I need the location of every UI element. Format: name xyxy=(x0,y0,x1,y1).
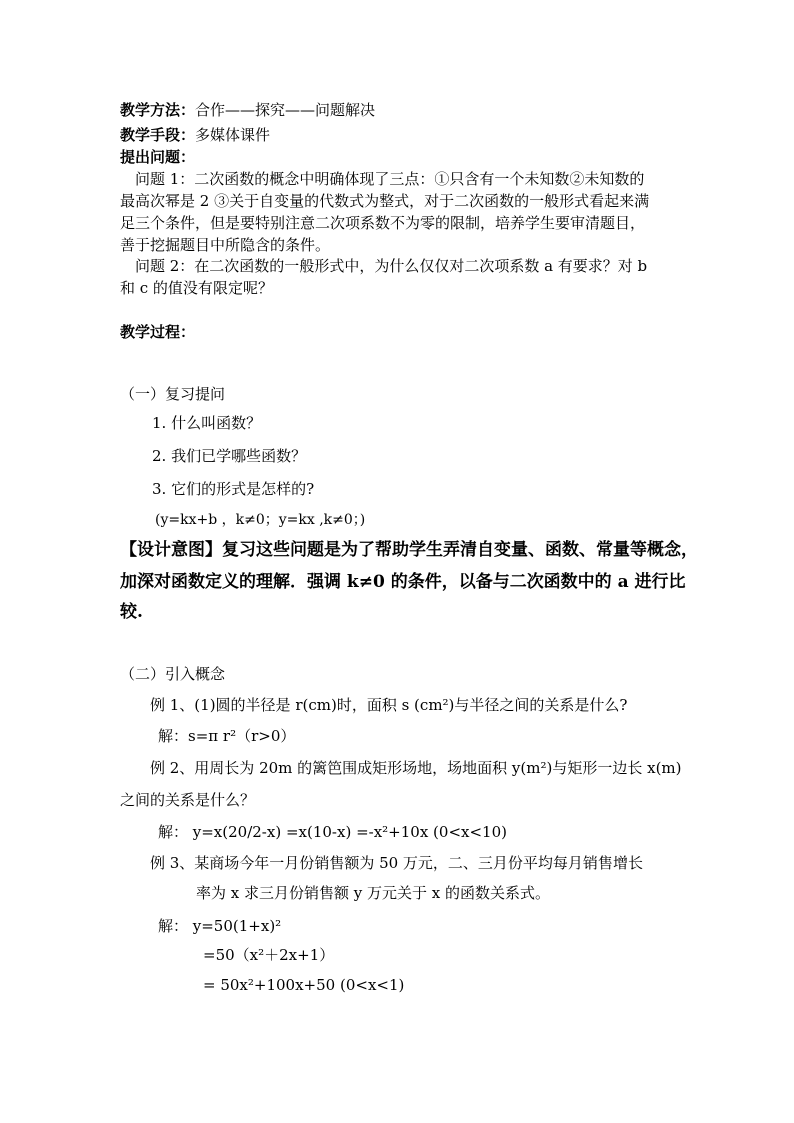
design-intent-line-1: 【设计意图】复习这些问题是为了帮助学生弄清自变量、函数、常量等概念， xyxy=(120,540,698,560)
teaching-tools-label: 教学手段： xyxy=(120,126,196,144)
teaching-method-label: 教学方法： xyxy=(120,101,196,119)
review-answer: (y=kx+b ，k≠0；y=kx ,k≠0；) xyxy=(155,512,366,528)
concept-heading: （二）引入概念 xyxy=(120,665,226,683)
question-2-line-2: 和 c 的值没有限定呢？ xyxy=(120,279,273,297)
question-1-line-2: 最高次幂是 2 ③关于自变量的代数式为整式，对于二次函数的一般形式看起来满 xyxy=(120,192,650,210)
review-heading: （一）复习提问 xyxy=(120,385,226,403)
example-1-question: 例 1、(1)圆的半径是 r(cm)时，面积 s (cm²)与半径之间的关系是什么? xyxy=(150,696,628,714)
teaching-method-line xyxy=(120,100,375,120)
design-intent-line-3: 较. xyxy=(120,602,143,622)
example-3-answer-line-1: 解： y=50(1+x)² xyxy=(158,917,282,935)
teaching-tools-text: 多媒体课件 xyxy=(195,126,271,144)
review-item-3: 3. 它们的形式是怎样的? xyxy=(152,480,315,498)
teaching-tools-line xyxy=(120,125,270,145)
example-2-question-line-1: 例 2、用周长为 20m 的篱笆围成矩形场地，场地面积 y(m²)与矩形一边长 x(m) xyxy=(150,759,682,777)
example-3-answer-line-2: =50（x²＋2x+1） xyxy=(203,946,335,964)
design-intent-line-2: 加深对函数定义的理解．强调 k≠0 的条件，以备与二次函数中的 a 进行比 xyxy=(120,572,686,592)
teaching-process-title: 教学过程： xyxy=(120,323,196,341)
teaching-method-text: 合作——探究——问题解决 xyxy=(195,101,376,119)
example-3-question-line-2: 率为 x 求三月份销售额 y 万元关于 x 的函数关系式。 xyxy=(196,884,551,902)
question-1-line-4: 善于挖掘题目中所隐含的条件。 xyxy=(120,236,331,254)
question-2-line-1: 问题 2：在二次函数的一般形式中，为什么仅仅对二次项系数 a 有要求？对 b xyxy=(135,257,648,275)
review-item-2: 2. 我们已学哪些函数？ xyxy=(152,447,307,465)
question-1-line-3: 足三个条件，但是要特别注意二次项系数不为零的限制，培养学生要审清题目， xyxy=(120,214,646,232)
example-2-question-line-2: 之间的关系是什么？ xyxy=(120,791,256,809)
example-2-answer: 解： y=x(20/2-x) =x(10-x) =-x²+10x (0<x<10) xyxy=(158,823,507,841)
example-1-answer: 解：s=π r²（r>0） xyxy=(158,727,296,745)
questions-label: 提出问题： xyxy=(120,148,196,166)
example-3-answer-line-3: = 50x²+100x+50 (0<x<1) xyxy=(203,976,405,994)
question-1-line-1: 问题 1：二次函数的概念中明确体现了三点：①只含有一个未知数②未知数的 xyxy=(135,170,645,188)
example-3-question-line-1: 例 3、某商场今年一月份销售额为 50 万元，二、三月份平均每月销售增长 xyxy=(150,854,643,872)
review-item-1: 1. 什么叫函数？ xyxy=(152,414,262,432)
